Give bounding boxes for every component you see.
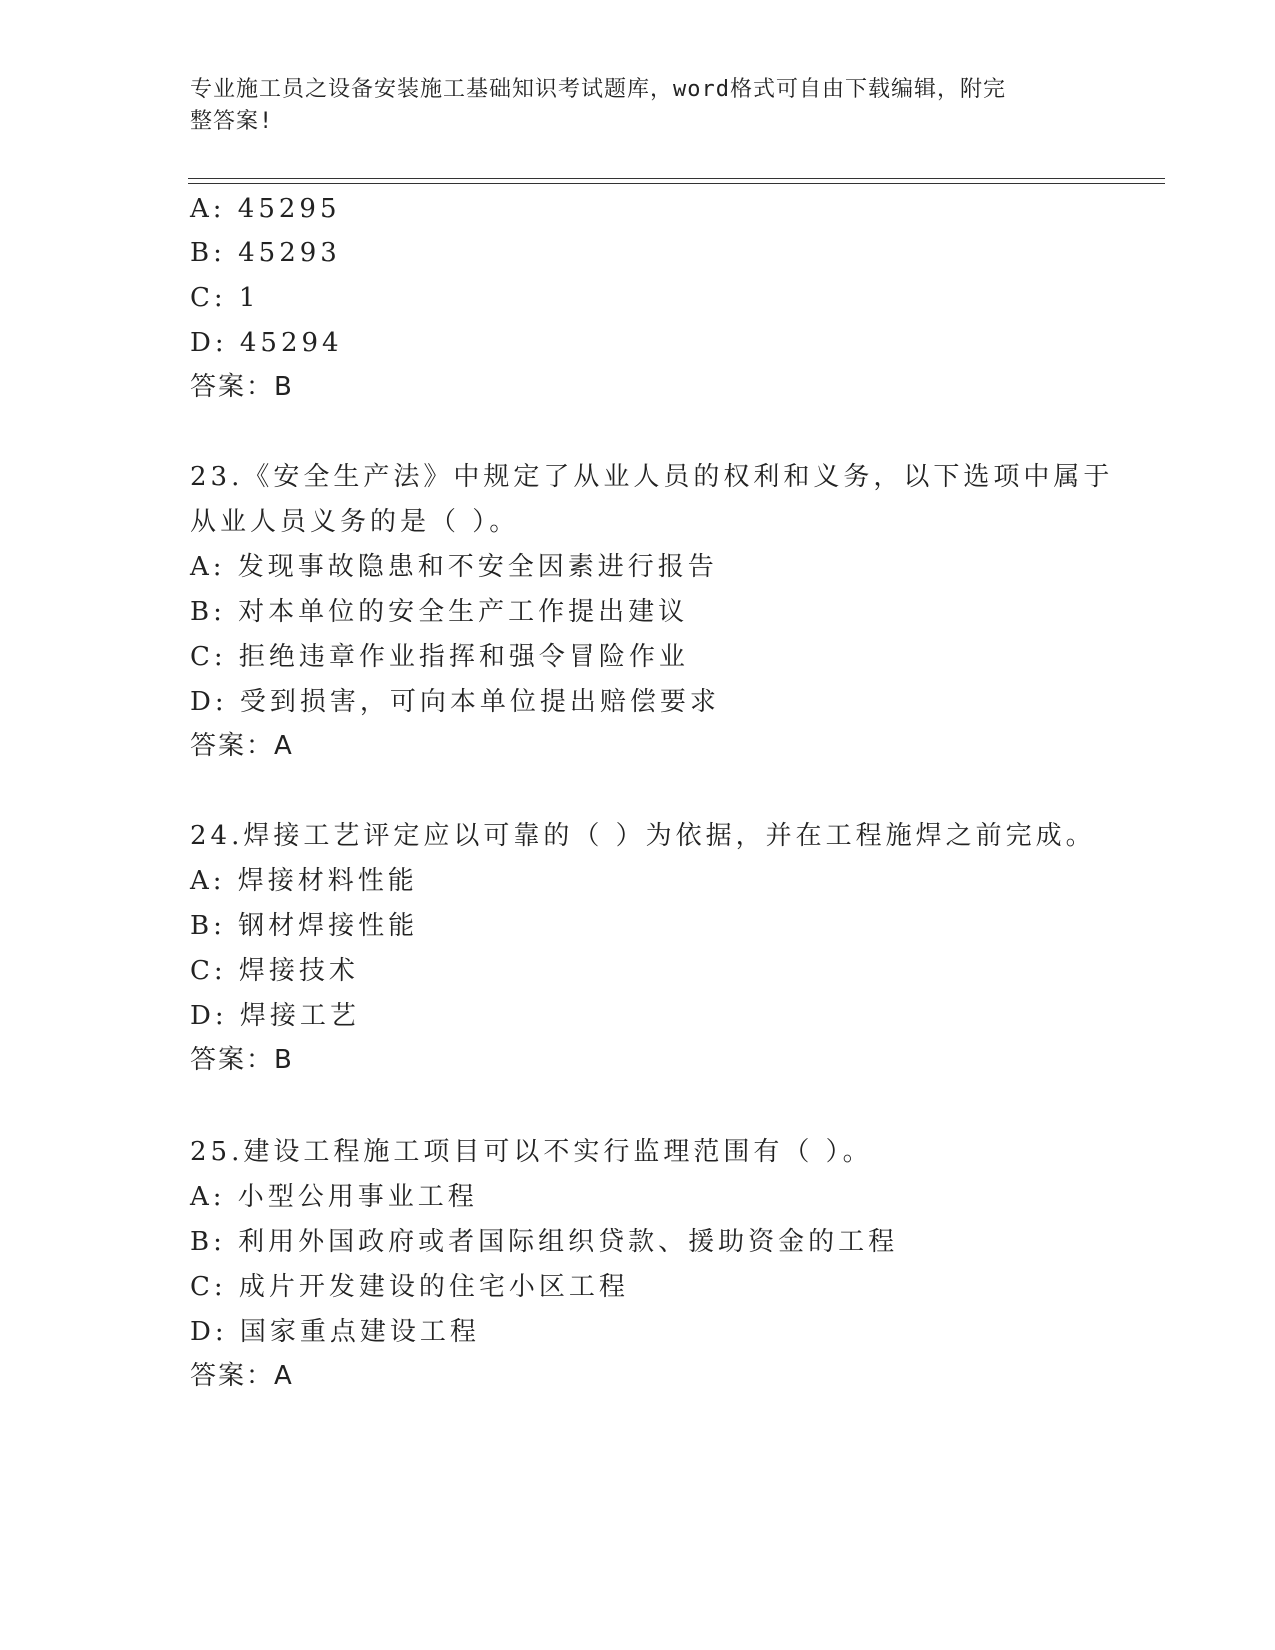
q22-option-a: A: 45295 xyxy=(190,194,341,224)
q24-option-c: C: 焊接技术 xyxy=(190,956,359,986)
q24-stem-line-1: 24.焊接工艺评定应以可靠的（ ）为依据，并在工程施焊之前完成。 xyxy=(190,821,1096,851)
q23-answer: 答案：A xyxy=(190,731,294,761)
q24-answer: 答案：B xyxy=(190,1045,294,1075)
q25-option-c: C: 成片开发建设的住宅小区工程 xyxy=(190,1272,629,1302)
header-divider-bottom xyxy=(188,183,1165,184)
q25-option-b: B: 利用外国政府或者国际组织贷款、援助资金的工程 xyxy=(190,1227,899,1257)
q23-option-a: A: 发现事故隐患和不安全因素进行报告 xyxy=(190,552,718,582)
header-line-1: 专业施工员之设备安装施工基础知识考试题库，word格式可自由下载编辑，附完 xyxy=(190,77,1006,102)
document-header xyxy=(190,74,1090,138)
q25-option-a: A: 小型公用事业工程 xyxy=(190,1182,478,1212)
q23-option-c: C: 拒绝违章作业指挥和强令冒险作业 xyxy=(190,642,689,672)
header-line-2: 整答案! xyxy=(190,109,274,134)
q22-option-d: D: 45294 xyxy=(190,328,343,358)
q23-option-b: B: 对本单位的安全生产工作提出建议 xyxy=(190,597,689,627)
q23-stem-line-1: 23.《安全生产法》中规定了从业人员的权利和义务，以下选项中属于 xyxy=(190,462,1114,492)
q23-stem-line-2: 从业人员义务的是（ ）。 xyxy=(190,507,520,537)
q24-option-d: D: 焊接工艺 xyxy=(190,1001,360,1031)
q25-answer: 答案：A xyxy=(190,1361,294,1391)
q22-option-b: B: 45293 xyxy=(190,238,341,268)
q22-answer: 答案：B xyxy=(190,372,294,402)
q25-stem-line-1: 25.建设工程施工项目可以不实行监理范围有（ ）。 xyxy=(190,1137,873,1167)
q24-option-b: B: 钢材焊接性能 xyxy=(190,911,419,941)
header-divider-top xyxy=(188,178,1165,179)
q24-option-a: A: 焊接材料性能 xyxy=(190,866,418,896)
q25-option-d: D: 国家重点建设工程 xyxy=(190,1317,480,1347)
q22-option-c: C: 1 xyxy=(190,283,260,313)
q23-option-d: D: 受到损害，可向本单位提出赔偿要求 xyxy=(190,687,720,717)
